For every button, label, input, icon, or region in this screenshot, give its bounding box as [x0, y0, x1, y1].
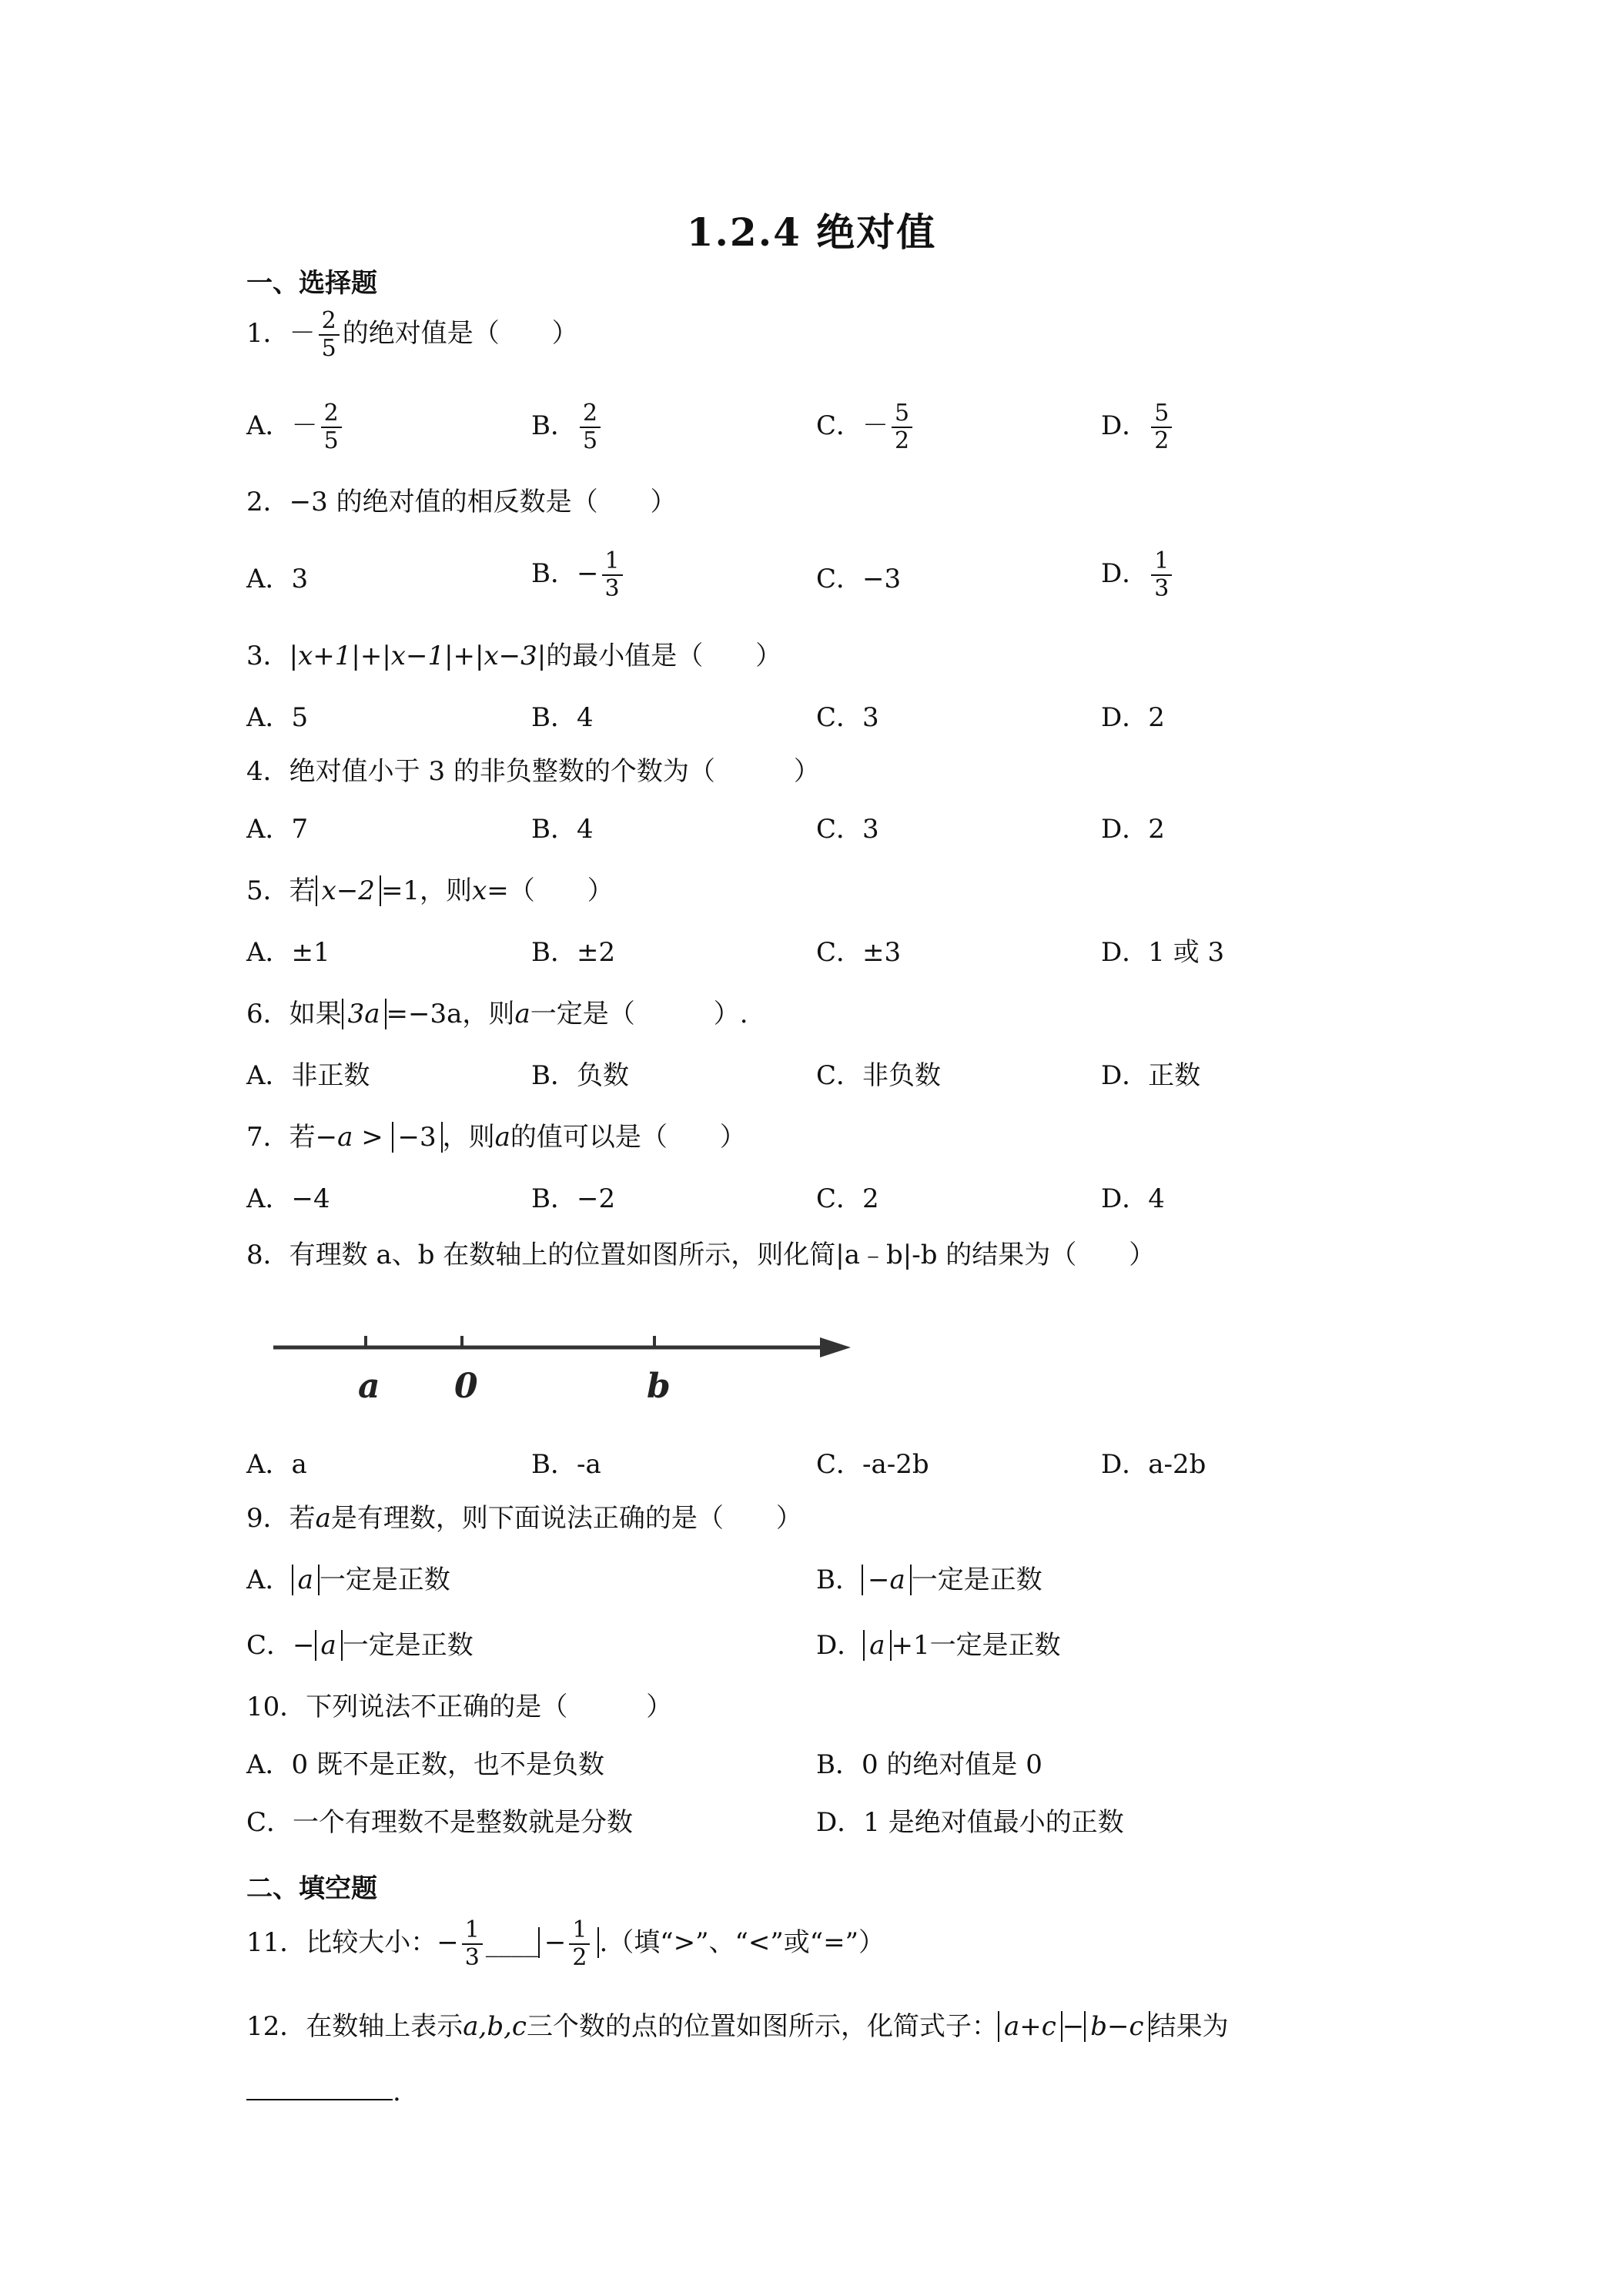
q9-option-b[interactable]: B． −a 一定是正数	[816, 1565, 1042, 1595]
question-11: 11．比较大小：− $\frac{1}{3}$ ____ − $\frac{1}{2}$ .（填“>”、“<”或“=”）	[246, 1916, 885, 1971]
number-line-label-a: a	[358, 1367, 380, 1406]
question-6: 6．如果 3a =−3a，则a一定是（ ）.	[246, 999, 748, 1029]
q1-option-d[interactable]: D． $\frac{5}{2}$	[1101, 400, 1175, 454]
q6-option-c[interactable]: C．非负数	[816, 1060, 942, 1091]
q2-option-b[interactable]: B．− $\frac{1}{3}$	[531, 548, 626, 602]
q1-sign: －	[289, 318, 316, 349]
section-choice: 一、选择题	[246, 268, 377, 299]
q7-option-d[interactable]: D．4	[1101, 1183, 1165, 1214]
q10-option-d[interactable]: D．1 是绝对值最小的正数	[816, 1807, 1124, 1838]
q12-answer-line: .	[246, 2075, 401, 2109]
question-10: 10．下列说法不正确的是（ ）	[246, 1692, 673, 1722]
q8-option-d[interactable]: D．a-2b	[1101, 1449, 1206, 1480]
q3-expression: |x+1|+|x−1|+|x−3|	[289, 641, 547, 671]
q5-option-b[interactable]: B．±2	[531, 937, 616, 968]
q1-fraction: $\frac{2}{5}$	[319, 308, 340, 362]
q5-option-d[interactable]: D．1 或 3	[1101, 937, 1225, 968]
q4-option-b[interactable]: B．4	[531, 814, 594, 845]
q7-option-c[interactable]: C．2	[816, 1183, 879, 1214]
q1-number: 1．	[246, 318, 289, 349]
q8-option-a[interactable]: A．a	[246, 1449, 307, 1480]
q1-option-a[interactable]: A．－ $\frac{2}{5}$	[246, 400, 345, 454]
question-2: 2．−3 的绝对值的相反数是（ ）	[246, 487, 677, 517]
q2-option-d[interactable]: D． $\frac{1}{3}$	[1101, 548, 1175, 602]
question-12: 12．在数轴上表示a,b,c三个数的点的位置如图所示，化简式子： a+c − b−c 结果为	[246, 2011, 1229, 2042]
q8-option-c[interactable]: C．-a-2b	[816, 1449, 929, 1480]
q6-option-b[interactable]: B．负数	[531, 1060, 629, 1091]
q1-text: 的绝对值是（ ）	[342, 318, 578, 349]
q10-option-b[interactable]: B．0 的绝对值是 0	[816, 1749, 1042, 1780]
q12-blank[interactable]	[246, 2076, 393, 2100]
q5-option-c[interactable]: C．±3	[816, 937, 902, 968]
q9-option-d[interactable]: D． a +1一定是正数	[816, 1630, 1061, 1661]
number-line-label-b: b	[647, 1367, 671, 1406]
q8-option-b[interactable]: B．-a	[531, 1449, 601, 1480]
number-line-arrow	[820, 1337, 851, 1357]
q10-option-a[interactable]: A．0 既不是正数，也不是负数	[246, 1749, 604, 1780]
q2-option-c[interactable]: C．−3	[816, 564, 902, 594]
question-7: 7．若−a > −3 ，则a的值可以是（ ）	[246, 1122, 746, 1153]
q1-option-c[interactable]: C．－ $\frac{5}{2}$	[816, 400, 915, 454]
question-5: 5．若 x−2 =1，则x=（ ）	[246, 875, 614, 906]
q4-option-d[interactable]: D．2	[1101, 814, 1165, 845]
q7-option-b[interactable]: B．−2	[531, 1183, 616, 1214]
question-3: 3．|x+1|+|x−1|+|x−3|的最小值是（ ）	[246, 641, 782, 671]
q6-option-a[interactable]: A．非正数	[246, 1060, 370, 1091]
question-1	[246, 308, 578, 362]
question-9: 9．若a是有理数，则下面说法正确的是（ ）	[246, 1503, 802, 1534]
q3-option-b[interactable]: B．4	[531, 702, 594, 733]
q10-option-c[interactable]: C．一个有理数不是整数就是分数	[246, 1807, 634, 1838]
question-4: 4．绝对值小于 3 的非负整数的个数为（ ）	[246, 756, 820, 787]
q6-option-d[interactable]: D．正数	[1101, 1060, 1201, 1091]
q3-option-a[interactable]: A．5	[246, 702, 309, 733]
q4-option-a[interactable]: A．7	[246, 814, 309, 845]
page-title: 1.2.4 绝对值	[686, 209, 937, 255]
number-line-figure	[266, 1320, 858, 1413]
q7-option-a[interactable]: A．−4	[246, 1183, 330, 1214]
q5-option-a[interactable]: A．±1	[246, 937, 330, 968]
q9-option-a[interactable]: A． a 一定是正数	[246, 1565, 450, 1595]
q11-blank[interactable]: ____	[485, 1927, 538, 1958]
q3-option-d[interactable]: D．2	[1101, 702, 1165, 733]
q1-option-b[interactable]: B． $\frac{2}{5}$	[531, 400, 604, 454]
q2-option-a[interactable]: A．3	[246, 564, 309, 594]
number-line-label-0: 0	[454, 1367, 478, 1406]
q9-option-c[interactable]: C．− a 一定是正数	[246, 1630, 474, 1661]
question-8: 8．有理数 a、b 在数轴上的位置如图所示，则化简|a﹣b|-b 的结果为（ ）	[246, 1240, 1156, 1270]
section-fill: 二、填空题	[246, 1873, 377, 1904]
q3-option-c[interactable]: C．3	[816, 702, 879, 733]
q4-option-c[interactable]: C．3	[816, 814, 879, 845]
